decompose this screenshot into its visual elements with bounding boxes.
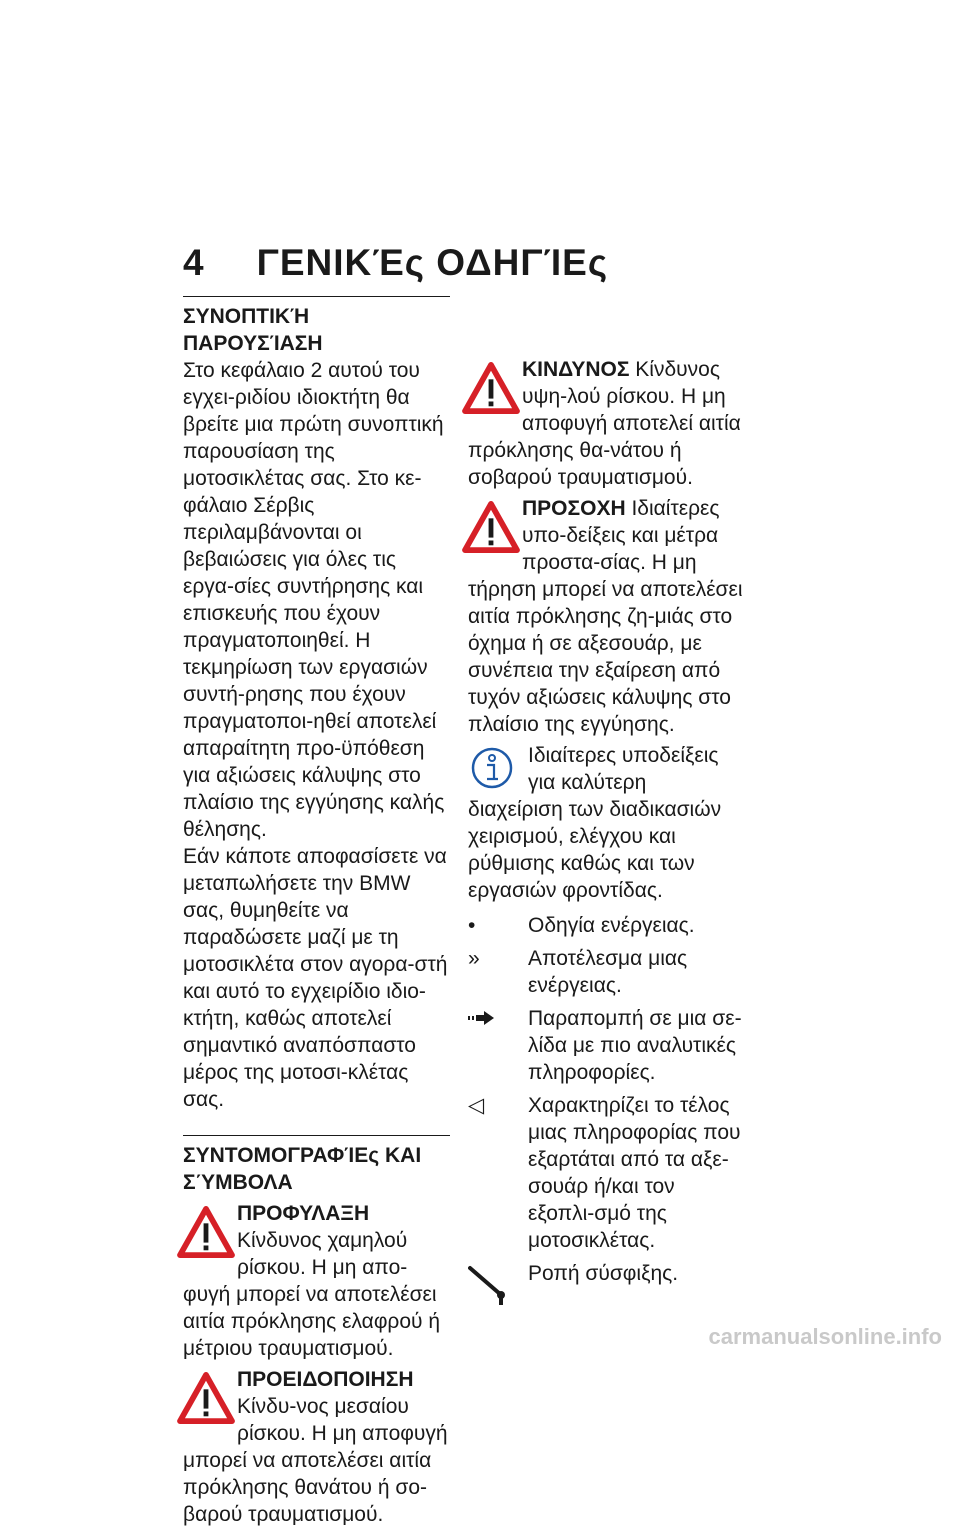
- danger-text: Κίνδυνος υψη-λού ρίσκου. Η μη αποφυγή αποτελεί αιτία πρόκλησης θα-νάτου ή σοβαρού τραυματισμού.: [468, 358, 741, 489]
- attention-note: [468, 495, 746, 738]
- section-rule: [183, 1135, 450, 1136]
- warning-triangle-icon: [177, 1206, 235, 1258]
- symbol-row-text: Οδηγία ενέργειας.: [528, 914, 695, 937]
- caution-keyword: ΠΡΟΦΥΛΑΞΗ: [237, 1202, 370, 1225]
- warning-text: Κίνδυ-νος μεσαίου ρίσκου. Η μη αποφυγή μπορεί να αποτελέσει αιτία πρόκλησης θανάτου ή σο-βαρού τραυματισμού.: [183, 1395, 448, 1526]
- symbol-row-text: Χαρακτηρίζει το τέλος μιας πληροφορίας που εξαρτάται από τα αξε-σουάρ ή/και τον εξοπλι-σμό της μοτοσικλέτας.: [528, 1094, 741, 1252]
- attention-keyword: ΠΡΟΣΟΧΗ: [522, 497, 626, 520]
- symbol-row-end-marker: [468, 1092, 746, 1254]
- danger-keyword: ΚΙΝΔΥΝΟΣ: [522, 358, 630, 381]
- symbol-row-result: [468, 945, 746, 999]
- symbol-row-text: Αποτέλεσμα μιας ενέργειας.: [528, 947, 688, 997]
- attention-text: Ιδιαίτερες υπο-δείξεις και μέτρα προστα-σίας. Η μη τήρηση μπορεί να αποτελέσει αιτία πρόκλησης ζη-μιάς στο όχημα ή σε αξεσουάρ, με συνέπεια την εξαίρεση από τυχόν αξιώσεις κάλυψης στο πλαίσιο της εγγύησης.: [468, 497, 743, 736]
- symbol-row-action: [468, 912, 746, 939]
- left-column: [183, 296, 450, 1528]
- danger-note: [468, 356, 746, 491]
- overview-paragraph-2: Εάν κάποτε αποφασίσετε να μεταπωλήσετε την BMW σας, θυμηθείτε να παραδώσετε μαζί με τη μοτοσικλέτα στον αγορα-στή και αυτό το εγχειρίδιο ιδιο-κτήτη, καθώς αποτελεί σημαντικό αναπόσπαστο μέρος της μοτοσι-κλέτας σας.: [183, 845, 448, 1111]
- warning-note: [183, 1366, 450, 1528]
- section-rule: [183, 296, 450, 297]
- warning-triangle-icon: [462, 362, 520, 414]
- end-marker-symbol: ◁: [468, 1094, 485, 1117]
- symbol-row-torque: [468, 1260, 746, 1306]
- info-icon: [470, 746, 514, 790]
- symbol-row-text: Ροπή σύσφιξης.: [528, 1262, 679, 1285]
- chapter-title: ΓΕΝΙΚΈς ΟΔΗΓΊΕς: [256, 242, 609, 283]
- torque-wrench-icon: [468, 1260, 528, 1306]
- caution-note: [183, 1200, 450, 1362]
- right-column: [468, 296, 746, 1306]
- watermark: carmanualsonline.info: [708, 1324, 942, 1349]
- warning-keyword: ΠΡΟΕΙΔΟΠΟΙΗΣΗ: [237, 1368, 414, 1391]
- warning-triangle-icon: [177, 1372, 235, 1424]
- chapter-number: 4: [183, 242, 205, 283]
- symbol-row-reference: [468, 1005, 746, 1086]
- bullet-symbol: •: [468, 914, 476, 937]
- reference-arrow-icon: [468, 1005, 528, 1086]
- warning-triangle-icon: [462, 501, 520, 553]
- symbol-row-text: Παραπομπή σε μια σε-λίδα με πιο αναλυτικές πληροφορίες.: [528, 1007, 742, 1084]
- overview-heading: ΣΥΝΟΠΤΙΚΉ ΠΑΡΟΥΣΊΑΣΗ: [183, 305, 323, 355]
- info-note: [468, 742, 746, 904]
- caution-text: Κίνδυνος χαμηλού ρίσκου. Η μη απο-φυγή μπορεί να αποτελέσει αιτία πρόκλησης ελαφρού ή μέτριου τραυματισμού.: [183, 1229, 441, 1360]
- page-title: [183, 242, 608, 284]
- result-symbol: »: [468, 947, 480, 970]
- overview-paragraph-1: Στο κεφάλαιο 2 αυτού του εγχει-ριδίου ιδιοκτήτη θα βρείτε μια πρώτη συνοπτική παρουσίαση της μοτοσικλέτας σας. Στο κε-φάλαιο Σέρβις περιλαμβάνονται οι βεβαιώσεις για όλες τις εργα-σίες συντήρησης και επισκευής που έχουν πραγματοποιηθεί. Η τεκμηρίωση των εργασιών συντή-ρησης που έχουν πραγματοποι-ηθεί αποτελεί απαραίτητη προ-ϋπόθεση για αξιώσεις κάλυψης στο πλαίσιο της εγγύησης καλής θέλησης.: [183, 359, 445, 841]
- symbols-heading: ΣΥΝΤΟΜΟΓΡΑΦΊΕς ΚΑΙ ΣΎΜΒΟΛΑ: [183, 1144, 422, 1194]
- info-text: Ιδιαίτερες υποδείξεις για καλύτερη διαχείριση των διαδικασιών χειρισμού, ελέγχου και ρύθμισης καθώς και των εργασιών φροντίδας.: [468, 744, 722, 902]
